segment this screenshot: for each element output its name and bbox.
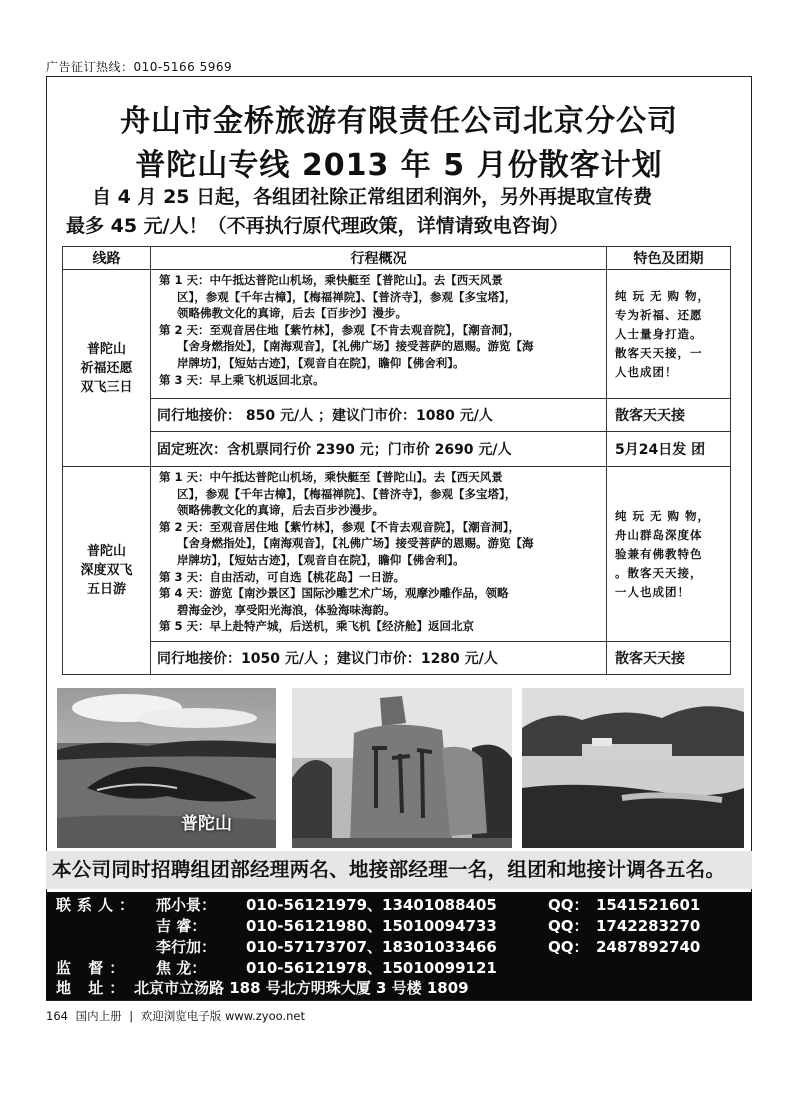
route2-price-row (63, 642, 731, 675)
contact-qq-label: QQ： (548, 917, 589, 935)
route1-feature-line: 散客天天接，一 (615, 345, 703, 360)
route2-feature-line: 纯 玩 无 购 物， (615, 508, 711, 523)
route1-fixed-price: 固定班次：含机票同行价 2390 元；门市价 2690 元/人 (151, 432, 607, 467)
route1-price-note: 散客天天接 (607, 399, 731, 432)
itinerary-line: 岸牌坊】，【短姑古迹】，【观音自在院】，瞻仰【佛舍利】。 (177, 552, 465, 567)
recruitment-banner: 本公司同时招聘组团部经理两名、地接部经理一名，组团和地接计调各五名。 (46, 851, 752, 889)
itinerary-line: 第 4 天：游览【南沙景区】国际沙雕艺术广场，观摩沙雕作品，领略 (159, 586, 509, 601)
itinerary-line: 第 2 天：至观音居住地【紫竹林】，参观【不肯去观音院】，【潮音洞】， (159, 519, 521, 534)
route2-price-note: 散客天天接 (607, 642, 731, 675)
notice-line-2: 最多 45 元/人！（不再执行原代理政策，详情请致电咨询） (66, 215, 569, 237)
route1-price-row (63, 399, 731, 432)
bay-landscape-image (522, 688, 744, 848)
company-title: 舟山市金桥旅游有限责任公司北京分公司 (120, 104, 678, 139)
route2-feature-line: 。散客天天接， (615, 565, 703, 580)
contact-panel (46, 892, 752, 1000)
bay-landscape-photo (522, 688, 744, 848)
itinerary-line: 第 1 天：中午抵达普陀山机场，乘快艇至【普陀山】。去【西天风景 (159, 273, 503, 287)
contact-name: 李行加： (156, 938, 217, 956)
header-route: 线路 (63, 247, 151, 270)
contact-role-label: 联系人： (56, 896, 141, 914)
contact-qq: 2487892740 (596, 938, 701, 956)
itinerary-line: 领略佛教文化的真谛，后去【百步沙】漫步。 (177, 306, 407, 321)
footer-divider: | (129, 1009, 134, 1023)
contact-phone: 010-56121980、15010094733 (246, 917, 497, 935)
itinerary-line: 第 1 天：中午抵达普陀山机场，乘快艇至【普陀山】。去【西天风景 (159, 470, 503, 484)
route2-feature-line: 舟山群岛深度体 (615, 527, 703, 542)
itinerary-line: 【舍身燃指处】，【南海观音】，【礼佛广场】接受菩萨的恩赐。游览【海 (177, 536, 534, 551)
route1-detail-row (63, 270, 731, 399)
carved-stone-photo (292, 688, 512, 848)
contact-phone: 010-56121979、13401088405 (246, 896, 497, 914)
route1-departure-date: 5月24日发 团 (607, 432, 731, 467)
contact-qq-label: QQ： (548, 896, 589, 914)
itinerary-line: 第 2 天：至观音居住地【紫竹林】，参观【不肯去观音院】，【潮音洞】， (159, 322, 521, 337)
page-number: 164 (46, 1009, 68, 1023)
route2-detail-row (63, 467, 731, 642)
footer-section: 国内上册 (75, 1009, 122, 1023)
notice-line-1: 自 4 月 25 日起，各组团社除正常组团利润外，另外再提取宣传费 (92, 186, 653, 208)
itinerary-table (62, 246, 731, 675)
ad-hotline: 广告征订热线：010-5166 5969 (46, 60, 233, 74)
contact-qq: 1541521601 (596, 896, 701, 914)
route1-days (151, 270, 607, 399)
route2-name-line: 普陀山 (86, 544, 126, 559)
itinerary-line: 岸牌坊】，【短姑古迹】，【观音自在院】，瞻仰【佛舍利】。 (177, 355, 465, 370)
route1-name-line: 祈福还愿 (80, 360, 133, 376)
itinerary-line: 区】，参观【千年古樟】，【梅福禅院】、【普济寺】，参观【多宝塔】， (177, 289, 517, 304)
putuoshan-aerial-image (57, 688, 276, 848)
route1-feature (607, 270, 731, 399)
route2-name (63, 467, 151, 675)
contact-name: 吉 睿： (156, 917, 207, 935)
contact-role-label: 地 址： (56, 979, 131, 997)
contact-name: 焦 龙： (156, 959, 207, 977)
contact-phone: 010-56121978、15010099121 (246, 959, 497, 977)
route1-name-line: 双飞三日 (80, 379, 133, 395)
page-footer (46, 1008, 309, 1024)
route1-feature-line: 专为祈福、还愿 (615, 307, 703, 322)
header-itinerary: 行程概况 (151, 247, 607, 270)
route2-name-line: 深度双飞 (80, 563, 133, 578)
route1-feature-line: 人士量身打造。 (615, 326, 703, 341)
contact-name: 邢小景： (156, 896, 217, 914)
plan-title: 普陀山专线 2013 年 5 月份散客计划 (135, 148, 663, 183)
contact-name: 北京市立汤路 188 号北方明珠大厦 3 号楼 1809 (134, 979, 469, 997)
route1-name-line: 普陀山 (86, 341, 126, 357)
itinerary-line: 碧海金沙，享受阳光海浪，体验海味海韵。 (177, 602, 396, 617)
putuoshan-photo-label: 普陀山 (181, 814, 232, 834)
route2-price: 同行地接价：1050 元/人 ；建议门市价：1280 元/人 (151, 642, 607, 675)
itinerary-line: 第 3 天：自由活动，可自选【桃花岛】一日游。 (159, 569, 406, 584)
itinerary-line: 领略佛教文化的真谛，后去百步沙漫步。 (177, 503, 384, 518)
carved-stone-image (292, 688, 512, 848)
route2-name-line: 五日游 (86, 582, 126, 597)
table-header-row (63, 247, 731, 270)
contact-phone: 010-57173707、18301033466 (246, 938, 497, 956)
itinerary-line: 区】，参观【千年古樟】，【梅福禅院】、【普济寺】，参观【多宝塔】， (177, 486, 517, 501)
route2-days (151, 467, 607, 642)
route2-feature (607, 467, 731, 642)
itinerary-line: 第 3 天：早上乘飞机返回北京。 (159, 372, 325, 387)
header-feature: 特色及团期 (607, 247, 731, 270)
putuoshan-aerial-photo (57, 688, 276, 848)
itinerary-line: 第 5 天：早上赴特产城，后送机，乘飞机【经济舱】返回北京 (159, 619, 475, 634)
route2-feature-line: 验兼有佛教特色 (615, 546, 703, 561)
contact-role-label: 监 督： (56, 959, 131, 977)
route1-name (63, 270, 151, 467)
contact-qq: 1742283270 (596, 917, 701, 935)
contact-qq-label: QQ： (548, 938, 589, 956)
route2-feature-line: 一人也成团！ (615, 584, 690, 599)
route1-feature-line: 纯 玩 无 购 物， (615, 288, 711, 303)
itinerary-line: 【舍身燃指处】，【南海观音】，【礼佛广场】接受菩萨的恩赐。游览【海 (177, 339, 534, 354)
route1-fixed-row (63, 432, 731, 467)
footer-website[interactable]: 欢迎浏览电子版 www.zyoo.net (140, 1009, 306, 1023)
route1-feature-line: 人也成团！ (615, 364, 678, 379)
route1-price: 同行地接价： 850 元/人 ；建议门市价：1080 元/人 (151, 399, 607, 432)
